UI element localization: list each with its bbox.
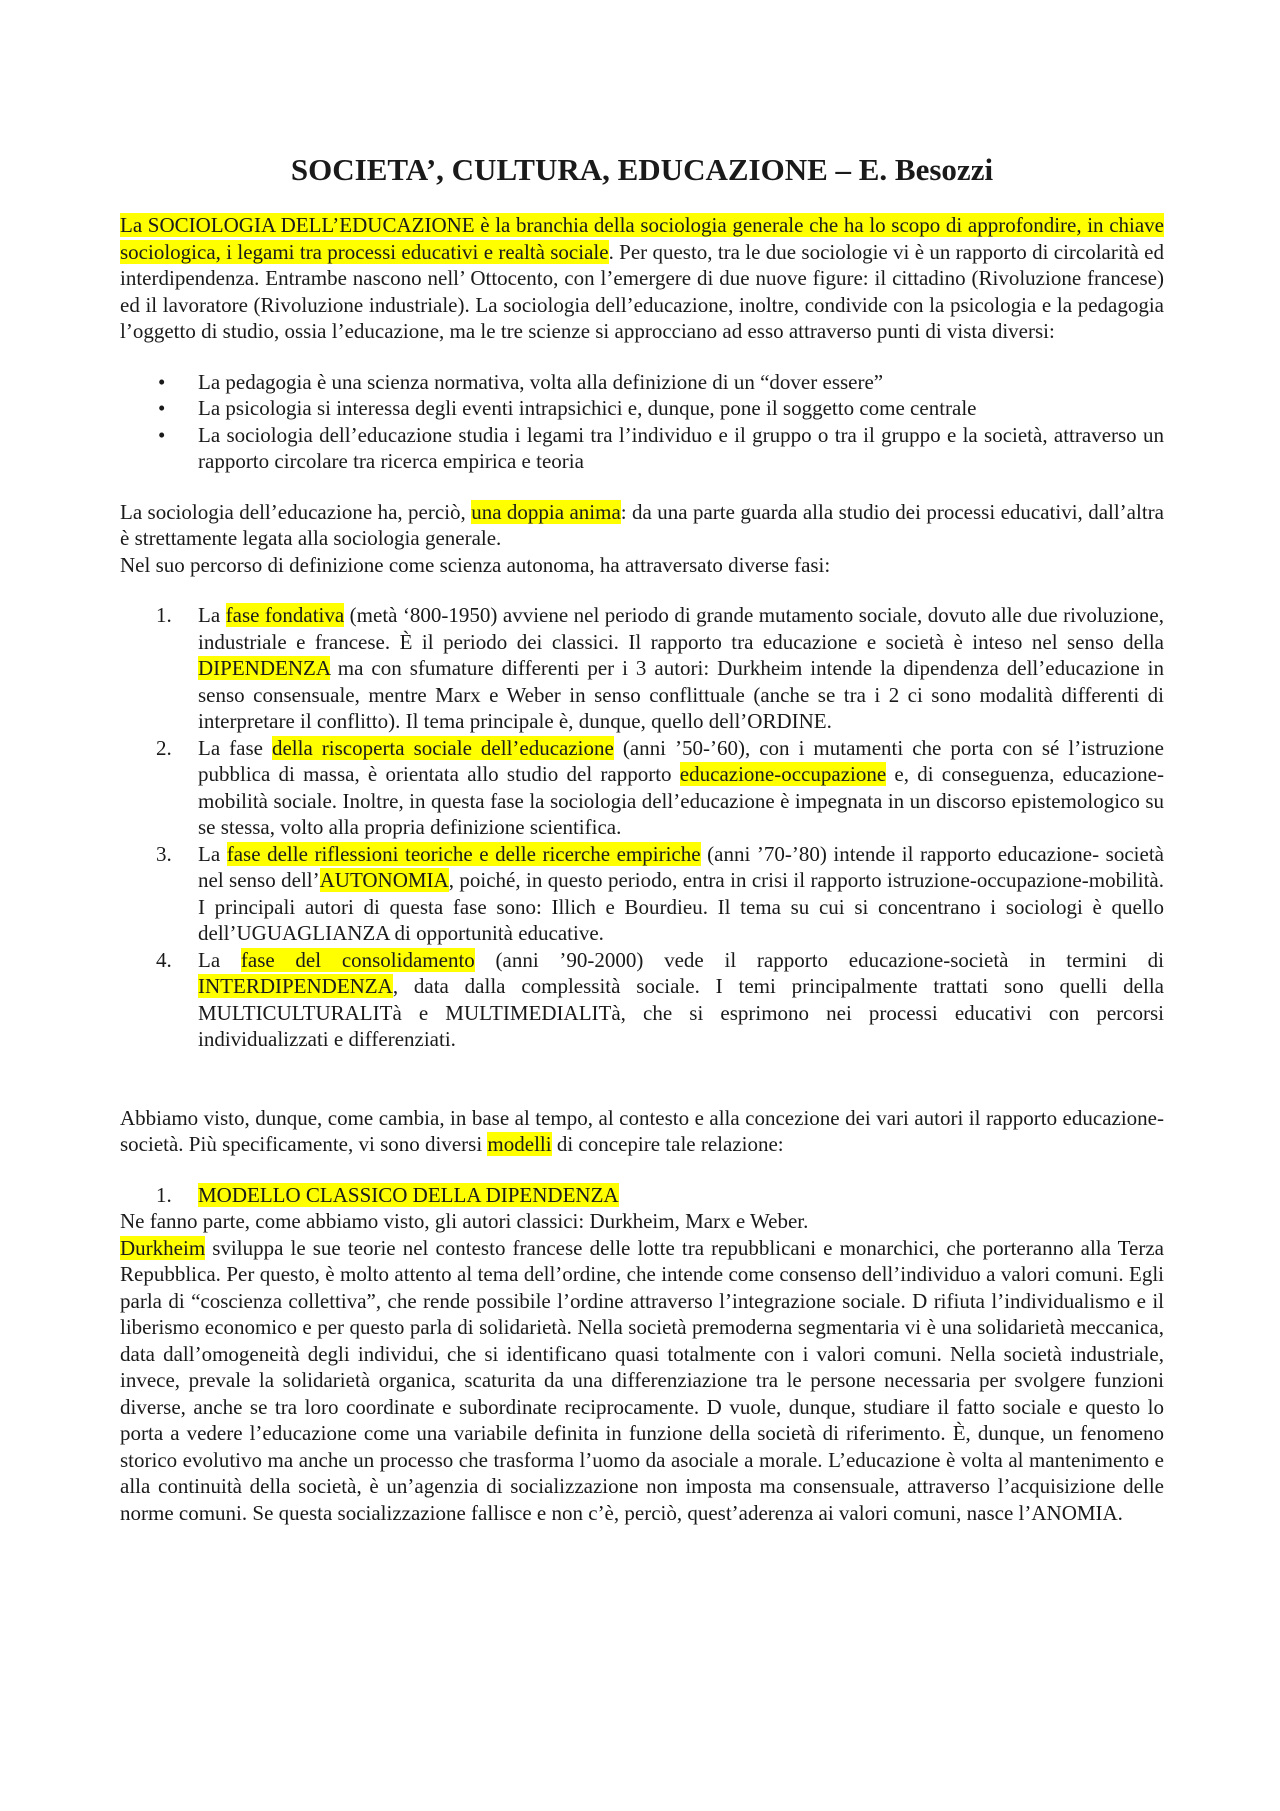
models-intro-before: Abbiamo visto, dunque, come cambia, in base al tempo, al contesto e alla concezione dei vari autori il rapporto educazione- società. Più specificamente, vi sono diversi (120, 1105, 1164, 1156)
durkheim-highlight: Durkheim (120, 1235, 206, 1260)
model-item-1 (156, 1182, 1164, 1209)
phase-text: (metà ‘800-1950) avviene nel periodo di grande mutamento sociale, dovuto alle due rivoluzione, industriale e francese. È il periodo dei classici. Il rapporto tra educazione e società è inteso nel senso della (198, 603, 1164, 654)
models-intro-after: di concepire tale relazione: (551, 1132, 784, 1156)
phase-text: , data dalla complessità sociale. I temi principalmente trattati sono quelli della MULTICULTURALITà e MULTIMEDIALITà, che si esprimono nei processi educativi con percorsi individualizzati e differenziati. (198, 974, 1164, 1051)
phase-text: La (198, 603, 226, 627)
phase-number: 4. (156, 947, 172, 972)
phase-text: ma con sfumature differenti per i 3 autori: Durkheim intende la dipendenza dell’educazione in senso consensuale, mentre Marx e Weber in senso conflittuale (anche se tra i 2 ci sono modalità differenti di interpretare il conflitto). Il tema principale è, dunque, quello dell’ORDINE. (198, 656, 1164, 733)
phase-text: La (198, 841, 227, 866)
phase-number: 2. (156, 735, 172, 760)
phase-number: 3. (156, 841, 172, 866)
phase-text: (anni ’50-’60), con i mutamenti che porta con sé l’istruzione pubblica di massa, è orientata allo studio del rapporto (198, 735, 1164, 786)
phases-intro: Nel suo percorso di definizione come scienza autonoma, ha attraversato diverse fasi: (120, 552, 831, 577)
durkheim-text: sviluppa le sue teorie nel contesto francese delle lotte tra repubblicani e monarchici, che porteranno alla Terza Repubblica. Per questo, è molto attento al tema dell’ordine, che intende come consenso dell’individuo a valori comuni. Egli parla di “coscienza collettiva”, che rende possibile l’ordine attraverso l’integrazione sociale. D rifiuta l’individualismo e il liberismo economico e per questo parla di solidarietà. Nella società premoderna segmentaria vi è una solidarietà meccanica, data dall’omogeneità degli individui, che si identificano quasi totalmente con i valori comuni. Nella società industriale, invece, prevale la solidarietà organica, scaturita da una differenziazione tra le persone necessaria per svolgere funzioni diverse, anche se tra loro coordinate e subordinate reciprocamente. D vuole, dunque, studiare il fatto sociale e questo lo porta a vedere l’educazione come una variabile definita in funzione della società di riferimento. È, dunque, un fenomeno storico evolutivo ma anche un processo che trasforma l’uomo da asociale a morale. L’educazione è volta al mantenimento e alla continuità della società, è un’agenzia di socializzazione non imposta ma consensuale, attraverso l’acquisizione delle norme comuni. Se questa socializzazione fallisce e non c’è, perciò, quest’aderenza ai valori comuni, nasce l’ANOMIA. (120, 1235, 1164, 1525)
double-soul-after: : da una parte guarda alla studio dei processi educativi, dall’altra è strettamente legata alla sociologia generale. (120, 499, 1164, 550)
models-intro-highlight: modelli (487, 1132, 552, 1156)
phase-highlight: INTERDIPENDENZA (198, 974, 393, 998)
phase-text: e, di conseguenza, educazione-mobilità sociale. Inoltre, in questa fase la sociologia dell’educazione è impegnata in un discorso epistemologico su se stessa, volto alla propria definizione scientifica. (198, 762, 1164, 839)
perspectives-list (120, 369, 1164, 475)
bullet-item-psychology: • La psicologia si interessa degli eventi intrapsichici e, dunque, pone il soggetto come centrale (198, 395, 1164, 422)
double-soul-before: La sociologia dell’educazione ha, perciò, (120, 499, 472, 524)
model-title: MODELLO CLASSICO DELLA DIPENDENZA (198, 1182, 619, 1207)
phases-list (120, 602, 1164, 1053)
durkheim-paragraph (120, 1235, 1164, 1527)
phase-highlight: della riscoperta sociale dell’educazione (271, 735, 614, 760)
models-intro-paragraph (120, 1105, 1164, 1158)
double-soul-paragraph (120, 499, 1164, 552)
phase-highlight: fase delle riflessioni teoriche e delle ricerche empiriche (226, 841, 701, 866)
bullet-item-pedagogy: • La pedagogia è una scienza normativa, volta alla definizione di un “dover essere” (198, 369, 1164, 396)
phase-text: (anni ’70-’80) intende il rapporto educazione- società nel senso dell’ (198, 841, 1164, 892)
section-spacer (120, 1053, 1164, 1105)
phase-highlight: educazione-occupazione (679, 762, 887, 786)
double-soul-highlight: una doppia anima (471, 499, 621, 524)
phase-item-1 (156, 602, 1164, 735)
phase-text: (anni ’90-2000) vede il rapporto educazione-società in termini di (474, 947, 1165, 972)
phase-text: , poiché, in questo periodo, entra in crisi il rapporto istruzione-occupazione-mobilità. I principali autori di questa fase sono: Illich e Bourdieu. Il tema su cui si concentrano i sociologi è quello dell’UGUAGLIANZA di opportunità educative. (198, 868, 1164, 945)
models-list (120, 1182, 1164, 1209)
document-title: SOCIETA’, CULTURA, EDUCAZIONE – E. Besozzi (290, 152, 994, 187)
phase-highlight: AUTONOMIA (319, 868, 449, 892)
phase-text: La (198, 947, 241, 972)
bullet-item-sociology: • La sociologia dell’educazione studia i legami tra l’individuo e il gruppo o tra il gruppo e la società, attraverso un rapporto circolare tra ricerca empirica e teoria (198, 422, 1164, 475)
phase-highlight: fase fondativa (225, 603, 345, 627)
phase-item-4 (156, 947, 1165, 1053)
phase-highlight: DIPENDENZA (198, 656, 330, 680)
intro-paragraph (120, 212, 1164, 345)
phase-highlight: fase del consolidamento (240, 947, 475, 972)
phase-item-3 (156, 841, 1164, 947)
intro-highlight: La SOCIOLOGIA DELL’EDUCAZIONE è la branchia della sociologia generale che ha lo scopo di approfondire, in chiave sociologica, i legami tra processi educativi e realtà sociale (120, 213, 1164, 264)
phase-item-2 (156, 735, 1164, 841)
model-number: 1. (156, 1182, 172, 1207)
classics-line: Ne fanno parte, come abbiamo visto, gli autori classici: Durkheim, Marx e Weber. (120, 1209, 809, 1233)
phase-number: 1. (156, 603, 172, 627)
phase-text: La fase (198, 735, 272, 760)
intro-text: . Per questo, tra le due sociologie vi è un rapporto di circolarità ed interdipendenza. Entrambe nascono nell’ Ottocento, con l’emergere di due nuove figure: il cittadino (Rivoluzione francese) ed il lavoratore (Rivoluzione industriale). La sociologia dell’educazione, inoltre, condivide con la psicologia e la pedagogia l’oggetto di studio, ossia l’educazione, ma le tre scienze si approcciano ad esso attraverso punti di vista diversi: (120, 239, 1165, 343)
